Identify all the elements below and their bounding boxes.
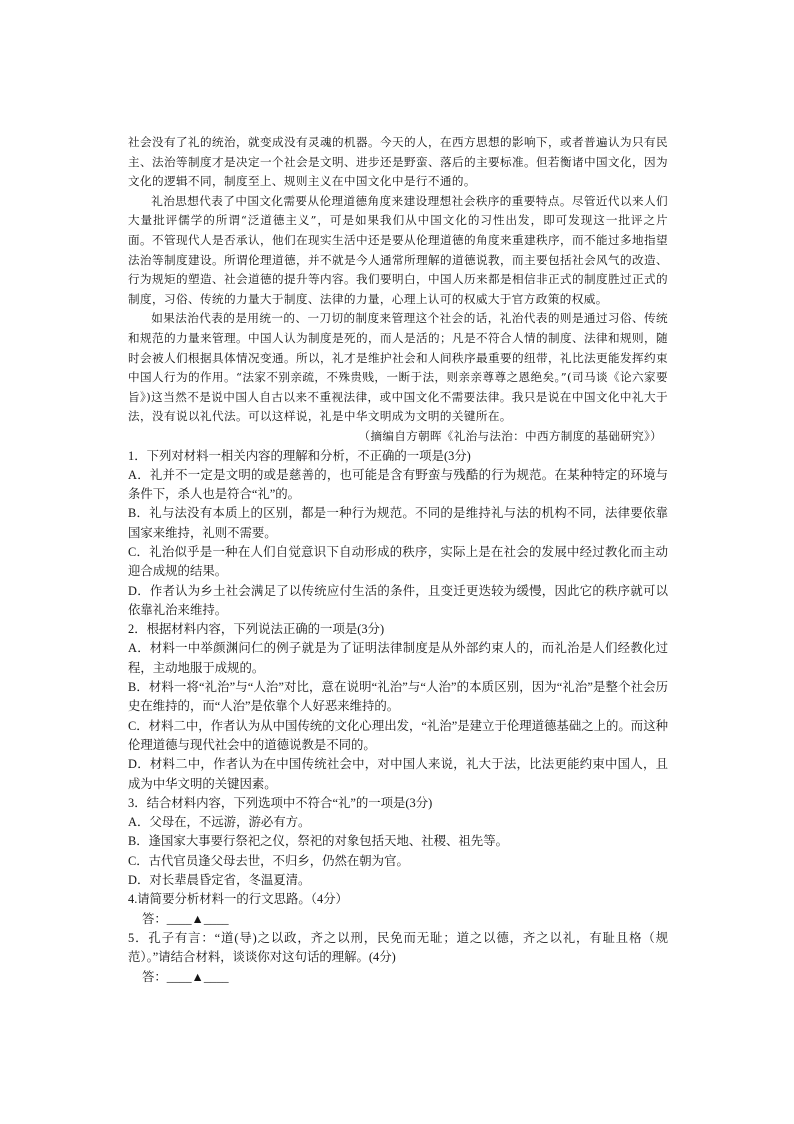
question-3-option-a: A．父母在，不远游，游必有方。 [128, 815, 311, 830]
question-3-option-d: D．对长辈晨昏定省，冬温夏清。 [128, 873, 311, 888]
question-1-option-b: B．礼与法没有本质上的区别，都是一种行为规范。不同的是维持礼与法的机构不同，法律要依靠国家来维持，礼则不需要。 [128, 506, 668, 540]
question-5-answer-line: 答：____▲____ [142, 969, 229, 984]
passage-paragraph-2: 礼治思想代表了中国文化需要从伦理道德角度来建设理想社会秩序的重要特点。尽管近代以来人们大量批评儒学的所谓“泛道德主义”，可是如果我们从中国文化的习性出发，即可发现这一批评之片面。不管现代人是否承认，他们在现实生活中还是要从伦理道德的角度来重建秩序，而不能过多地指望法治等制度建设。所谓伦理道德，并不就是今人通常所理解的道德说教，而主要包括社会风气的改造、行为规矩的塑造、社会道德的提升等内容。我们要明白，中国人历来都是相信非正式的制度胜过正式的制度，习俗、传统的力量大于制度、法律的力量，心理上认可的权威大于官方政策的权威。 [128, 193, 668, 306]
question-1-option-d: D．作者认为乡土社会满足了以传统应付生活的条件，且变迁更迭较为缓慢，因此它的秩序就可以依靠礼治来维持。 [128, 583, 668, 617]
question-2-option-d: D．材料二中，作者认为在中国传统社会中，对中国人来说，礼大于法，比法更能约束中国人，且成为中华文明的关键因素。 [128, 757, 668, 791]
passage-paragraph-3: 如果法治代表的是用统一的、一刀切的制度来管理这个社会的话，礼治代表的则是通过习俗、传统和规范的力量来管理。中国人认为制度是死的，而人是活的；凡是不符合人情的制度、法律和规则，随时会被人们根据具体情况变通。所以，礼才是维护社会和人间秩序最重要的纽带，礼比法更能发挥约束中国人行为的作用。“法家不别亲疏，不殊贵贱，一断于法，则亲亲尊尊之恩绝矣。”(司马谈《论六家要旨》)这当然不是说中国人自古以来不重视法律，或中国文化不需要法律。我只是说在中国文化中礼大于法，没有说以礼代法。可以这样说，礼是中华文明成为文明的关键所在。 [128, 311, 668, 424]
question-1-stem: 1．下列对材料一相关内容的理解和分析，不正确的一项是(3分) [128, 448, 471, 463]
question-2-option-c: C．材料二中，作者认为从中国传统的文化心理出发，“礼治”是建立于伦理道德基础之上的。而这种伦理道德与现代社会中的道德说教是不同的。 [128, 718, 668, 752]
passage-paragraph-1: 社会没有了礼的统治，就变成没有灵魂的机器。今天的人，在西方思想的影响下，或者普遍认为只有民主、法治等制度才是决定一个社会是文明、进步还是野蛮、落后的主要标准。但若衡诸中国文化，因为文化的逻辑不同，制度至上、规则主义在中国文化中是行不通的。 [128, 135, 668, 189]
question-3-option-b: B．逢国家大事要行祭祀之仪，祭祀的对象包括天地、社稷、祖先等。 [128, 834, 508, 849]
question-4-answer-line: 答：____▲____ [142, 911, 229, 926]
question-5-stem: 5．孔子有言：“道(导)之以政，齐之以刑，民免而无耻；道之以德，齐之以礼，有耻且格（规范）。”请结合材料，谈谈你对这句话的理解。(4分) [128, 930, 668, 965]
page-content [128, 133, 668, 987]
question-3-option-c: C．古代官员逢父母去世，不归乡，仍然在朝为官。 [128, 853, 409, 868]
question-4-stem: 4.请简要分析材料一的行文思路。（4分） [128, 892, 348, 907]
question-1-option-c: C．礼治似乎是一种在人们自觉意识下自动形成的秩序，实际上是在社会的发展中经过教化而主动迎合成规的结果。 [128, 544, 668, 579]
question-1-option-a: A．礼并不一定是文明的或是慈善的，也可能是含有野蛮与残酷的行为规范。在某种特定的环境与条件下，杀人也是符合“礼”的。 [128, 467, 668, 502]
passage-source: （摘编自方朝晖《礼治与法治：中西方制度的基础研究》） [358, 428, 662, 443]
question-3-stem: 3．结合材料内容，下列选项中不符合“礼”的一项是(3分) [128, 795, 433, 810]
question-2-option-a: A．材料一中举颜渊问仁的例子就是为了证明法律制度是从外部约束人的，而礼治是人们经教化过程，主动地服于成规的。 [128, 641, 668, 675]
question-2-stem: 2．根据材料内容，下列说法正确的一项是(3分) [128, 622, 385, 637]
question-2-option-b: B．材料一将“礼治”与“人治”对比，意在说明“礼治”与“人治”的本质区别，因为“礼治”是整个社会历史在维持的，而“人治”是依靠个人好恶来维持的。 [128, 680, 668, 714]
